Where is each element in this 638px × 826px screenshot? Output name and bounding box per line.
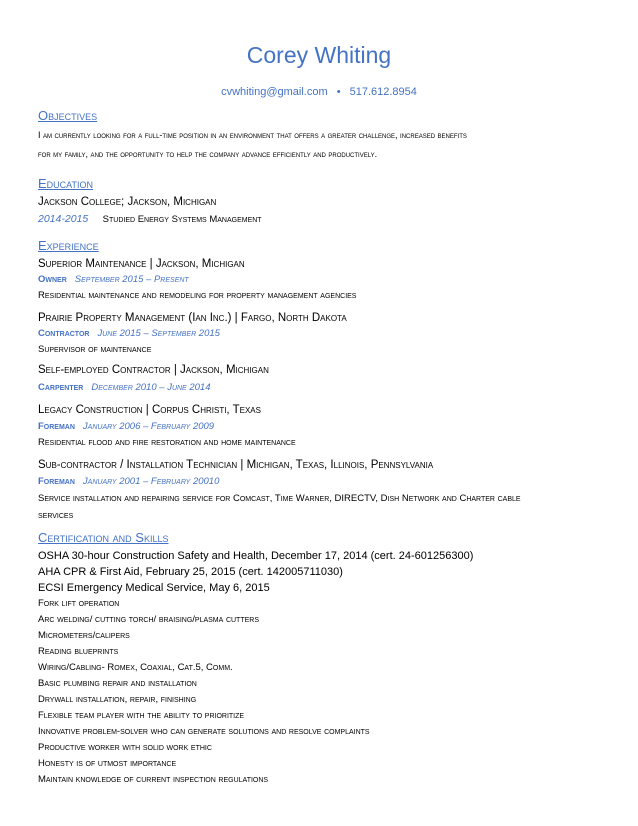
job-description: Service installation and repairing service for Comcast, Time Warner, DIRECTV, Dish Network and Charter cable bbox=[38, 493, 521, 504]
skill-item: Productive worker with solid work ethic bbox=[38, 742, 212, 753]
certification-heading: Certification and Skills bbox=[38, 530, 169, 545]
job-employer: Superior Maintenance | Jackson, Michigan bbox=[38, 258, 245, 270]
education-dates: 2014-2015 bbox=[38, 213, 89, 225]
skill-item: Fork lift operation bbox=[38, 598, 120, 609]
phone-number: 517.612.8954 bbox=[349, 86, 417, 98]
skill-item: Reading blueprints bbox=[38, 646, 119, 657]
job-dates: January 2001 – February 20010 bbox=[82, 476, 220, 487]
skill-item: Honesty is of utmost importance bbox=[38, 758, 177, 769]
skill-item: Arc welding/ cutting torch/ braising/plasma cutters bbox=[38, 614, 260, 625]
job-dates: September 2015 – Present bbox=[74, 274, 189, 285]
job-role: Owner bbox=[38, 274, 67, 285]
skill-item: Flexible team player with the ability to prioritize bbox=[38, 710, 245, 721]
skill-item: Innovative problem-solver who can generate solutions and resolve complaints bbox=[38, 726, 370, 737]
email-link[interactable]: cvwhiting@gmail.com bbox=[221, 86, 328, 98]
skill-item: Wiring/Cabling- Romex, Coaxial, Cat.5, Comm. bbox=[38, 662, 233, 673]
education-heading: Education bbox=[38, 176, 94, 191]
job-role: Carpenter bbox=[38, 382, 84, 393]
job-description: Residential flood and fire restoration and home maintenance bbox=[38, 437, 296, 448]
objectives-line-2: for my family, and the opportunity to help the company advance efficiently and productively. bbox=[38, 149, 378, 159]
job-role: Foreman bbox=[38, 476, 75, 487]
job-description-cont: services bbox=[38, 510, 74, 521]
job-role-row bbox=[38, 273, 608, 287]
job-role: Foreman bbox=[38, 421, 75, 432]
job-role-row bbox=[38, 327, 608, 341]
job-role: Contractor bbox=[38, 328, 90, 339]
job-dates: December 2010 – June 2014 bbox=[91, 382, 211, 393]
certification-item: OSHA 30-hour Construction Safety and Health, December 17, 2014 (cert. 24-601256300) bbox=[38, 550, 474, 562]
education-row bbox=[38, 211, 608, 227]
job-employer: Self-employed Contractor | Jackson, Michigan bbox=[38, 364, 269, 376]
skill-item: Micrometers/calipers bbox=[38, 630, 130, 641]
job-description: Supervisor of maintenance bbox=[38, 344, 152, 355]
applicant-name: Corey Whiting bbox=[246, 42, 392, 68]
education-study: Studied Energy Systems Management bbox=[102, 214, 262, 225]
education-school: Jackson College; Jackson, Michigan bbox=[38, 196, 217, 208]
skill-item: Basic plumbing repair and installation bbox=[38, 678, 197, 689]
job-employer: Legacy Construction | Corpus Christi, Texas bbox=[38, 404, 261, 416]
separator-bullet: • bbox=[336, 86, 341, 98]
certification-item: ECSI Emergency Medical Service, May 6, 2015 bbox=[38, 582, 270, 594]
skill-item: Maintain knowledge of current inspection regulations bbox=[38, 774, 269, 785]
job-employer: Sub-contractor / Installation Technician | Michigan, Texas, Illinois, Pennsylvania bbox=[38, 459, 434, 471]
job-dates: June 2015 – September 2015 bbox=[97, 328, 220, 339]
objectives-heading: Objectives bbox=[38, 108, 98, 123]
certification-item: AHA CPR & First Aid, February 25, 2015 (cert. 142005711030) bbox=[38, 566, 343, 578]
job-role-row bbox=[38, 381, 608, 395]
objectives-line-1: I am currently looking for a full-time position in an environment that offers a greater challenge, increased benefits bbox=[38, 130, 467, 140]
job-dates: January 2006 – February 2009 bbox=[82, 421, 215, 432]
job-role-row bbox=[38, 475, 608, 489]
job-employer: Prairie Property Management (Ian Inc.) | Fargo, North Dakota bbox=[38, 312, 347, 324]
job-role-row bbox=[38, 420, 608, 434]
experience-heading: Experience bbox=[38, 238, 99, 253]
contact-line bbox=[0, 85, 638, 99]
skill-item: Drywall installation, repair, finishing bbox=[38, 694, 197, 705]
job-description: Residential maintenance and remodeling for property management agencies bbox=[38, 290, 357, 301]
